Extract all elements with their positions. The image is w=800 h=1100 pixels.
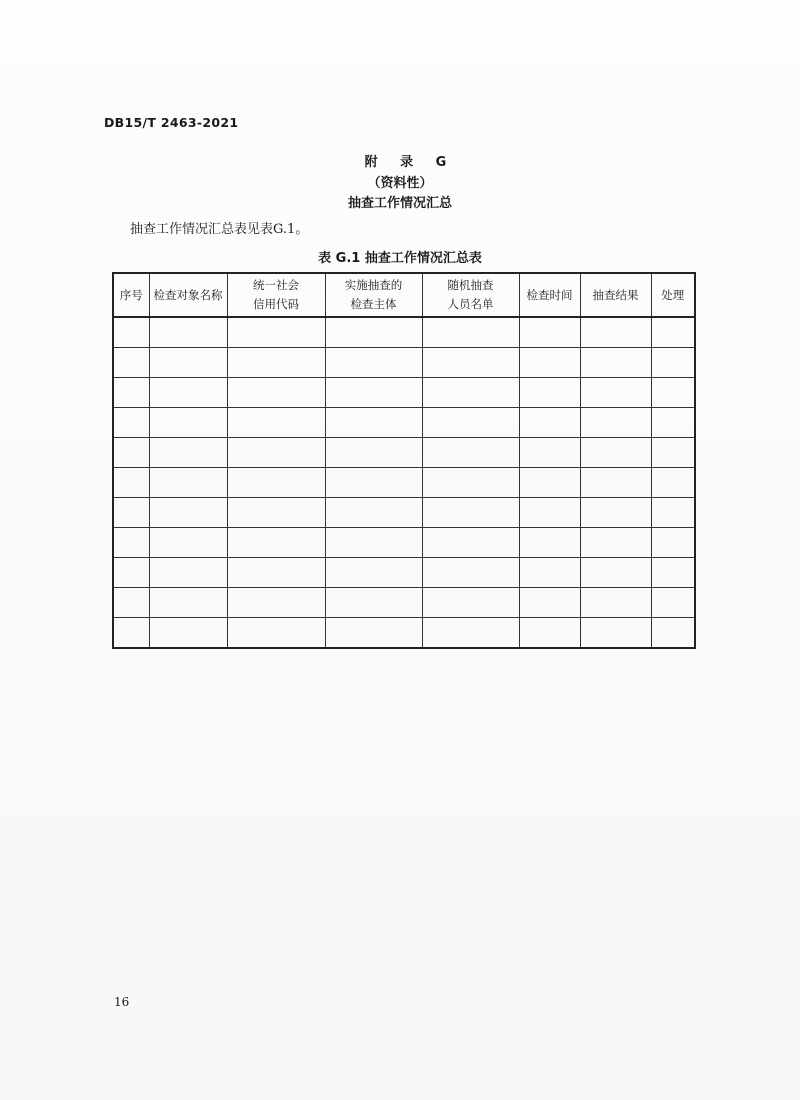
table-cell <box>651 348 695 378</box>
table-cell <box>325 348 422 378</box>
table-caption: 表 G.1 抽查工作情况汇总表 <box>318 251 482 266</box>
table-cell <box>519 528 580 558</box>
column-header-inspected-entity: 检查对象名称 <box>149 273 227 317</box>
table-cell <box>651 558 695 588</box>
table-cell <box>113 588 149 618</box>
table-cell <box>519 558 580 588</box>
table-cell <box>422 438 519 468</box>
table-cell <box>227 438 325 468</box>
table-cell <box>113 408 149 438</box>
table-cell <box>149 498 227 528</box>
table-cell <box>651 528 695 558</box>
table-cell <box>113 528 149 558</box>
table-cell <box>651 588 695 618</box>
table-cell <box>227 558 325 588</box>
table-cell <box>325 588 422 618</box>
table-cell <box>149 438 227 468</box>
table-cell <box>325 408 422 438</box>
table-cell <box>325 528 422 558</box>
table-row <box>113 468 695 498</box>
table-cell <box>227 588 325 618</box>
table-cell <box>519 438 580 468</box>
table-cell <box>149 468 227 498</box>
table-cell <box>580 317 651 348</box>
column-header-result: 抽查结果 <box>580 273 651 317</box>
table-row <box>113 317 695 348</box>
table-cell <box>227 408 325 438</box>
column-header-index: 序号 <box>113 273 149 317</box>
table-cell <box>227 348 325 378</box>
table-cell <box>113 317 149 348</box>
table-cell <box>422 558 519 588</box>
column-header-inspection-time: 检查时间 <box>519 273 580 317</box>
table-cell <box>580 468 651 498</box>
table-cell <box>149 618 227 649</box>
table-cell <box>580 588 651 618</box>
column-header-inspectors-list: 随机抽查 人员名单 <box>422 273 519 317</box>
table-header-row <box>113 273 695 317</box>
table-cell <box>580 558 651 588</box>
table-cell <box>422 498 519 528</box>
table-cell <box>422 468 519 498</box>
table-cell <box>149 588 227 618</box>
table-cell <box>113 618 149 649</box>
table-cell <box>519 498 580 528</box>
table-cell <box>113 468 149 498</box>
table-cell <box>113 348 149 378</box>
table-cell <box>651 468 695 498</box>
table-cell <box>227 378 325 408</box>
table-cell <box>519 408 580 438</box>
table-row <box>113 378 695 408</box>
table-cell <box>580 408 651 438</box>
table-cell <box>149 558 227 588</box>
appendix-title: 附 录 G <box>364 155 456 170</box>
table-cell <box>149 378 227 408</box>
table-row <box>113 348 695 378</box>
table-row <box>113 558 695 588</box>
table-cell <box>519 317 580 348</box>
table-cell <box>422 408 519 438</box>
table-row <box>113 528 695 558</box>
appendix-name: 抽查工作情况汇总 <box>347 196 452 211</box>
intro-paragraph: 抽查工作情况汇总表见表G.1。 <box>130 222 309 237</box>
table-cell <box>227 468 325 498</box>
table-cell <box>422 317 519 348</box>
table-cell <box>519 348 580 378</box>
summary-table <box>112 272 696 649</box>
table-cell <box>651 378 695 408</box>
table-cell <box>227 317 325 348</box>
table-cell <box>580 498 651 528</box>
table-cell <box>519 378 580 408</box>
table-cell <box>149 348 227 378</box>
table-cell <box>149 528 227 558</box>
table-cell <box>422 618 519 649</box>
table-cell <box>113 438 149 468</box>
table-cell <box>325 618 422 649</box>
table-cell <box>519 618 580 649</box>
table-cell <box>227 498 325 528</box>
table-cell <box>325 498 422 528</box>
table-cell <box>422 588 519 618</box>
table-cell <box>149 317 227 348</box>
table-row <box>113 618 695 649</box>
table-cell <box>422 378 519 408</box>
table-cell <box>651 317 695 348</box>
table-row <box>113 588 695 618</box>
table-cell <box>113 498 149 528</box>
appendix-type: （资料性） <box>367 176 433 191</box>
table-cell <box>580 438 651 468</box>
table-row <box>113 438 695 468</box>
table-cell <box>149 408 227 438</box>
table-cell <box>227 618 325 649</box>
table-cell <box>651 498 695 528</box>
table-cell <box>519 468 580 498</box>
table-cell <box>325 438 422 468</box>
table-cell <box>325 378 422 408</box>
table-row <box>113 498 695 528</box>
document-code: DB15/T 2463-2021 <box>104 115 239 130</box>
table-row <box>113 408 695 438</box>
page-number: 16 <box>114 995 130 1009</box>
table-cell <box>651 408 695 438</box>
column-header-handling: 处理 <box>651 273 695 317</box>
table-cell <box>519 588 580 618</box>
table-cell <box>651 618 695 649</box>
table-cell <box>651 438 695 468</box>
column-header-inspecting-body: 实施抽查的 检查主体 <box>325 273 422 317</box>
table-cell <box>580 348 651 378</box>
table-cell <box>325 468 422 498</box>
table-cell <box>580 528 651 558</box>
table-cell <box>422 348 519 378</box>
table-cell <box>325 317 422 348</box>
table-cell <box>580 378 651 408</box>
table-cell <box>580 618 651 649</box>
column-header-credit-code: 统一社会 信用代码 <box>227 273 325 317</box>
table-cell <box>113 558 149 588</box>
table-cell <box>325 558 422 588</box>
table-cell <box>227 528 325 558</box>
table-cell <box>422 528 519 558</box>
table-cell <box>113 378 149 408</box>
